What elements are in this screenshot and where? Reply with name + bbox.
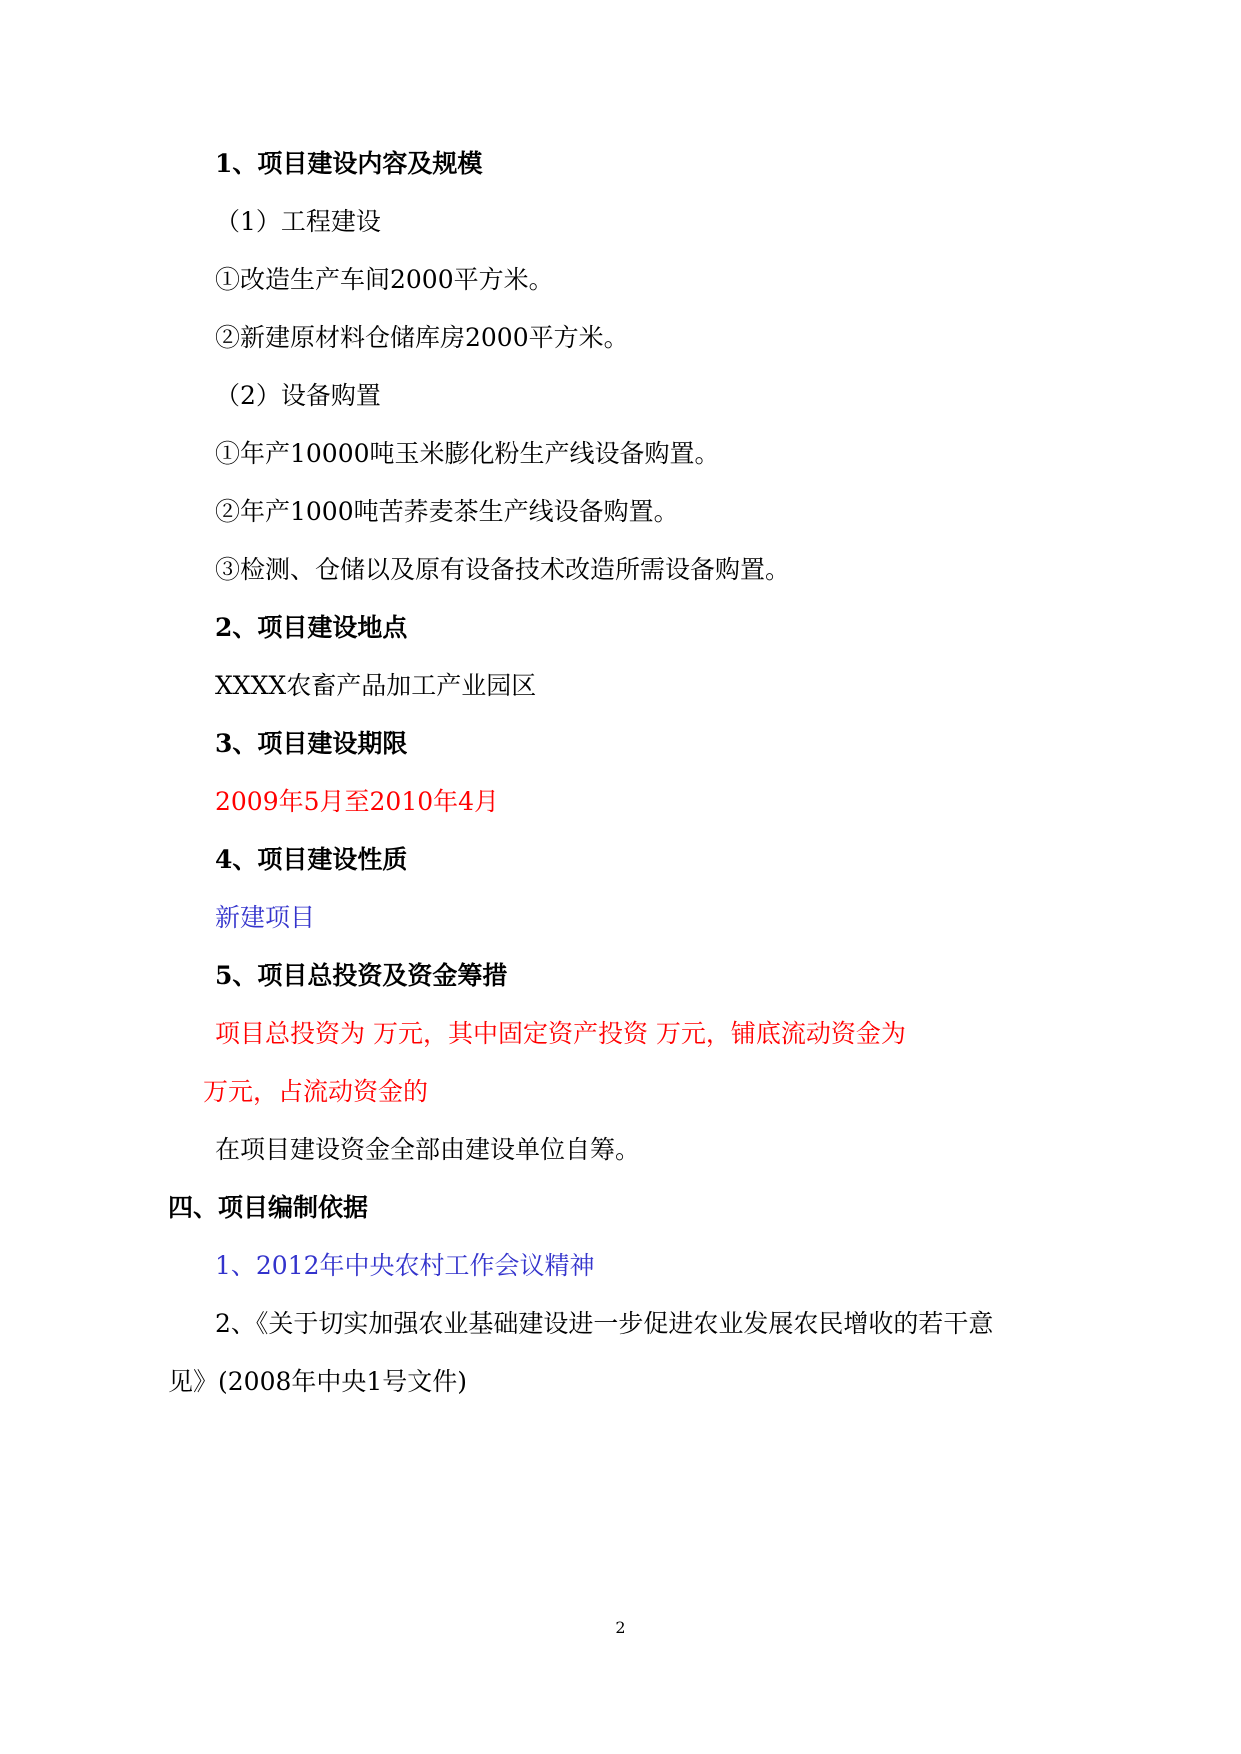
heading-investment: 5、项目总投资及资金筹措 bbox=[215, 961, 508, 990]
heading-period: 3、项目建设期限 bbox=[215, 729, 408, 758]
item-buckwheat-line: ②年产1000吨苦荞麦茶生产线设备购置。 bbox=[215, 497, 679, 526]
heading-nature: 4、项目建设性质 bbox=[215, 845, 408, 874]
item-testing-equipment: ③检测、仓储以及原有设备技术改造所需设备购置。 bbox=[215, 555, 791, 584]
period-text: 2009年5月至2010年4月 bbox=[215, 787, 500, 816]
subheading-engineering: （1）工程建设 bbox=[215, 207, 381, 236]
heading-basis: 四、项目编制依据 bbox=[168, 1193, 369, 1222]
basis-item-2-line-2: 见》(2008年中央1号文件) bbox=[168, 1367, 468, 1396]
investment-text-line-1: 项目总投资为 万元，其中固定资产投资 万元，铺底流动资金为 bbox=[215, 1019, 906, 1048]
investment-text-line-2: 万元，占流动资金的 bbox=[203, 1077, 429, 1106]
heading-location: 2、项目建设地点 bbox=[215, 613, 408, 642]
basis-item-1: 1、2012年中央农村工作会议精神 bbox=[215, 1251, 595, 1280]
subheading-equipment: （2）设备购置 bbox=[215, 381, 381, 410]
funding-source-text: 在项目建设资金全部由建设单位自筹。 bbox=[215, 1135, 641, 1164]
heading-construction-content: 1、项目建设内容及规模 bbox=[215, 149, 483, 178]
basis-item-2-line-1: 2、《关于切实加强农业基础建设进一步促进农业发展农民增收的若干意 bbox=[215, 1309, 994, 1338]
page-number: 2 bbox=[615, 1618, 626, 1637]
item-renovate-workshop: ①改造生产车间2000平方米。 bbox=[215, 265, 554, 294]
nature-text: 新建项目 bbox=[215, 903, 316, 932]
location-text: XXXX农畜产品加工产业园区 bbox=[215, 671, 537, 700]
item-new-warehouse: ②新建原材料仓储库房2000平方米。 bbox=[215, 323, 629, 352]
item-corn-line: ①年产10000吨玉米膨化粉生产线设备购置。 bbox=[215, 439, 720, 468]
